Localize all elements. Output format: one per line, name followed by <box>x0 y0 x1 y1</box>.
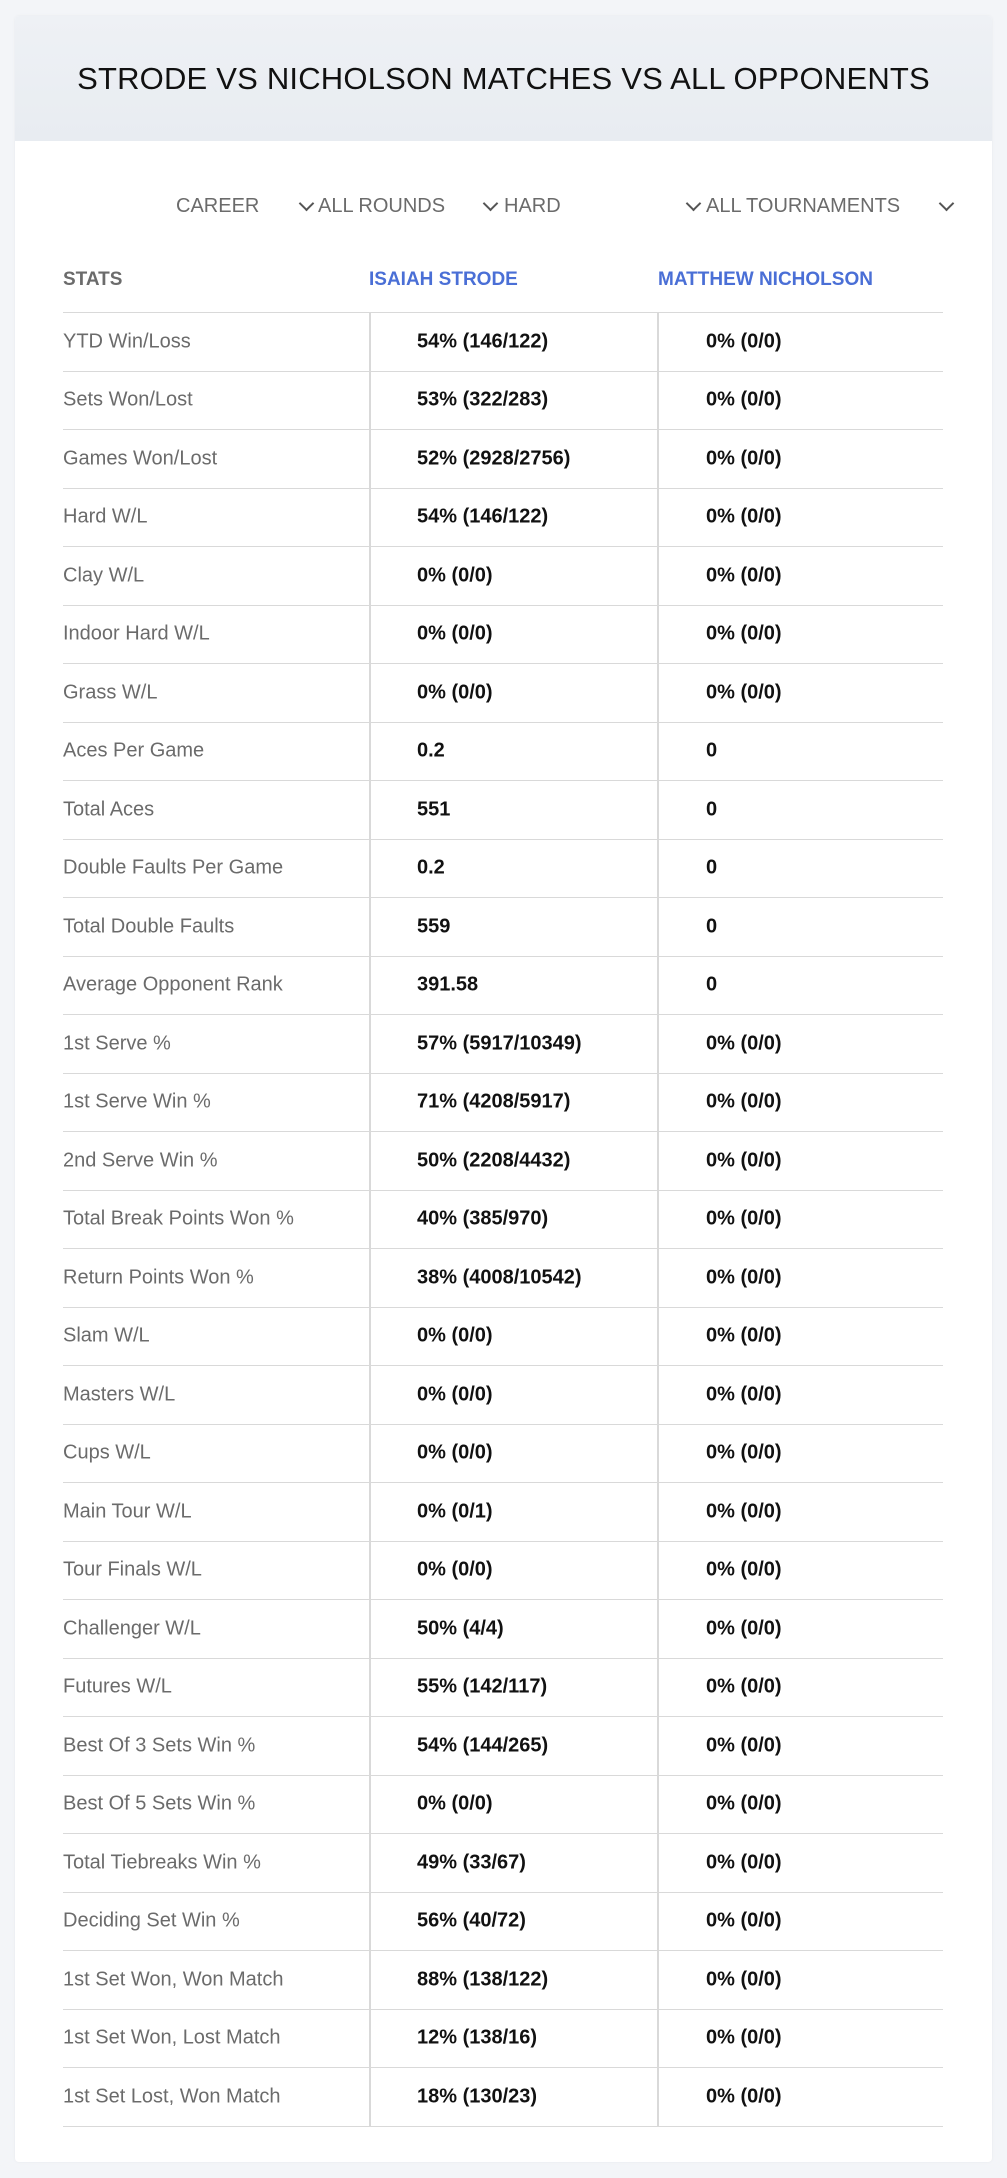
table-row <box>63 1834 943 1893</box>
stat-label: Challenger W/L <box>63 1617 201 1640</box>
filter-surface-select[interactable] <box>504 186 699 226</box>
table-row <box>63 2068 943 2127</box>
stat-label: Deciding Set Win % <box>63 1909 240 1932</box>
player2-value: 0 <box>706 915 718 938</box>
filter-surface-label: HARD <box>504 194 561 217</box>
player2-value: 0% (0/0) <box>706 1675 782 1698</box>
player2-value: 0% (0/0) <box>706 1617 782 1640</box>
stat-label: Aces Per Game <box>63 739 205 762</box>
player2-value: 0 <box>706 739 718 762</box>
stat-label: Sets Won/Lost <box>63 388 193 411</box>
table-row <box>63 606 943 665</box>
stat-label: Grass W/L <box>63 681 158 704</box>
table-row <box>63 1893 943 1952</box>
player2-value: 0% (0/0) <box>706 1266 782 1289</box>
stat-label: Return Points Won % <box>63 1266 254 1289</box>
player1-value: 0.2 <box>417 739 445 762</box>
player2-value: 0% (0/0) <box>706 1149 782 1172</box>
player2-value: 0% (0/0) <box>706 1207 782 1230</box>
table-row <box>63 1249 943 1308</box>
player1-value: 55% (142/117) <box>417 1675 548 1698</box>
player2-value: 0% (0/0) <box>706 2026 782 2049</box>
player2-value: 0% (0/0) <box>706 1851 782 1874</box>
chevron-down-icon <box>299 195 315 211</box>
filter-tournament-label: ALL TOURNAMENTS <box>706 194 901 217</box>
player1-value: 0% (0/0) <box>417 1383 493 1406</box>
stats-table <box>63 312 943 2127</box>
player2-value: 0% (0/0) <box>706 2085 782 2108</box>
stat-label: Best Of 5 Sets Win % <box>63 1792 256 1815</box>
stat-label: YTD Win/Loss <box>63 330 191 353</box>
table-row <box>63 547 943 606</box>
stat-label: Masters W/L <box>63 1383 176 1406</box>
stat-label: Futures W/L <box>63 1675 172 1698</box>
column-header-stats: STATS <box>63 269 123 290</box>
stat-label: Best Of 3 Sets Win % <box>63 1734 256 1757</box>
table-row <box>63 430 943 489</box>
stat-label: 1st Set Lost, Won Match <box>63 2085 281 2108</box>
player1-value: 0% (0/0) <box>417 681 493 704</box>
player2-value: 0% (0/0) <box>706 1909 782 1932</box>
player2-value: 0% (0/0) <box>706 681 782 704</box>
player1-value: 0% (0/0) <box>417 1792 493 1815</box>
chevron-down-icon <box>686 195 702 211</box>
player1-value: 0% (0/0) <box>417 1324 493 1347</box>
table-row <box>63 1132 943 1191</box>
player2-value: 0% (0/0) <box>706 1032 782 1055</box>
player1-value: 40% (385/970) <box>417 1207 549 1230</box>
filter-tournament-select[interactable] <box>706 186 952 226</box>
table-row <box>63 1425 943 1484</box>
player2-value: 0% (0/0) <box>706 447 782 470</box>
table-row <box>63 1717 943 1776</box>
player2-value: 0% (0/0) <box>706 1090 782 1113</box>
table-row <box>63 1308 943 1367</box>
player2-value: 0% (0/0) <box>706 330 782 353</box>
stat-label: Total Break Points Won % <box>63 1207 294 1230</box>
player1-value: 0% (0/0) <box>417 1441 493 1464</box>
filter-period-select[interactable] <box>176 186 312 226</box>
stat-label: Double Faults Per Game <box>63 856 284 879</box>
player2-value: 0% (0/0) <box>706 1558 782 1581</box>
player2-value: 0% (0/0) <box>706 1324 782 1347</box>
stats-card <box>15 16 992 2162</box>
player2-value: 0% (0/0) <box>706 1500 782 1523</box>
table-row <box>63 957 943 1016</box>
stat-label: Hard W/L <box>63 505 148 528</box>
player2-value: 0 <box>706 973 718 996</box>
chevron-down-icon <box>483 195 499 211</box>
player2-value: 0% (0/0) <box>706 1383 782 1406</box>
stat-label: Games Won/Lost <box>63 447 218 470</box>
table-row <box>63 2010 943 2069</box>
player1-value: 54% (144/265) <box>417 1734 549 1757</box>
player1-value: 49% (33/67) <box>417 1851 526 1874</box>
filter-round-select[interactable] <box>318 186 496 226</box>
stat-label: Average Opponent Rank <box>63 973 283 996</box>
filter-period-label: CAREER <box>176 194 260 217</box>
player2-value: 0% (0/0) <box>706 622 782 645</box>
stat-label: Main Tour W/L <box>63 1500 192 1523</box>
table-row <box>63 372 943 431</box>
table-row <box>63 1600 943 1659</box>
player1-value: 53% (322/283) <box>417 388 549 411</box>
page-title: STRODE VS NICHOLSON MATCHES VS ALL OPPONENTS <box>77 60 930 96</box>
chevron-down-icon <box>939 195 955 211</box>
table-row <box>63 1191 943 1250</box>
table-row <box>63 1074 943 1133</box>
player2-value: 0 <box>706 856 718 879</box>
table-row <box>63 840 943 899</box>
table-row <box>63 1951 943 2010</box>
player1-value: 12% (138/16) <box>417 2026 538 2049</box>
table-row <box>63 1542 943 1601</box>
column-header-player1[interactable]: ISAIAH STRODE <box>369 269 518 290</box>
stat-label: 2nd Serve Win % <box>63 1149 218 1172</box>
stat-label: 1st Set Won, Won Match <box>63 1968 284 1991</box>
player1-value: 88% (138/122) <box>417 1968 549 1991</box>
column-divider <box>369 312 371 2127</box>
stat-label: Total Aces <box>63 798 155 821</box>
player2-value: 0% (0/0) <box>706 1734 782 1757</box>
player1-value: 38% (4008/10542) <box>417 1266 582 1289</box>
player1-value: 0.2 <box>417 856 445 879</box>
stat-label: Total Double Faults <box>63 915 235 938</box>
filter-round-label: ALL ROUNDS <box>318 194 446 217</box>
player1-value: 559 <box>417 915 451 938</box>
player1-value: 54% (146/122) <box>417 505 549 528</box>
stat-label: Clay W/L <box>63 564 145 587</box>
stat-label: Slam W/L <box>63 1324 150 1347</box>
table-row <box>63 723 943 782</box>
table-row <box>63 1015 943 1074</box>
table-row <box>63 1483 943 1542</box>
player2-value: 0% (0/0) <box>706 1968 782 1991</box>
player1-value: 18% (130/23) <box>417 2085 538 2108</box>
column-divider <box>657 312 659 2127</box>
player1-value: 52% (2928/2756) <box>417 447 571 470</box>
table-row <box>63 898 943 957</box>
player1-value: 0% (0/1) <box>417 1500 493 1523</box>
stat-label: Total Tiebreaks Win % <box>63 1851 261 1874</box>
player2-value: 0% (0/0) <box>706 1441 782 1464</box>
stat-label: Cups W/L <box>63 1441 151 1464</box>
stat-label: 1st Serve Win % <box>63 1090 211 1113</box>
table-header <box>15 269 992 299</box>
player1-value: 50% (4/4) <box>417 1617 504 1640</box>
stat-label: 1st Set Won, Lost Match <box>63 2026 281 2049</box>
player1-value: 391.58 <box>417 973 479 996</box>
player1-value: 57% (5917/10349) <box>417 1032 582 1055</box>
player2-value: 0% (0/0) <box>706 388 782 411</box>
filter-bar <box>15 186 992 226</box>
player2-value: 0% (0/0) <box>706 505 782 528</box>
player1-value: 0% (0/0) <box>417 622 493 645</box>
player1-value: 0% (0/0) <box>417 564 493 587</box>
table-row <box>63 664 943 723</box>
player1-value: 50% (2208/4432) <box>417 1149 571 1172</box>
table-row <box>63 1776 943 1835</box>
player2-value: 0% (0/0) <box>706 1792 782 1815</box>
table-row <box>63 313 943 372</box>
table-row <box>63 1659 943 1718</box>
table-row <box>63 1366 943 1425</box>
stat-label: Tour Finals W/L <box>63 1558 202 1581</box>
player1-value: 0% (0/0) <box>417 1558 493 1581</box>
page-header <box>15 16 992 141</box>
player2-value: 0% (0/0) <box>706 564 782 587</box>
player1-value: 56% (40/72) <box>417 1909 526 1932</box>
stat-label: Indoor Hard W/L <box>63 622 210 645</box>
player2-value: 0 <box>706 798 718 821</box>
column-header-player2[interactable]: MATTHEW NICHOLSON <box>658 269 873 290</box>
table-row <box>63 781 943 840</box>
stat-label: 1st Serve % <box>63 1032 171 1055</box>
player1-value: 71% (4208/5917) <box>417 1090 571 1113</box>
player1-value: 54% (146/122) <box>417 330 549 353</box>
player1-value: 551 <box>417 798 451 821</box>
table-row <box>63 489 943 548</box>
